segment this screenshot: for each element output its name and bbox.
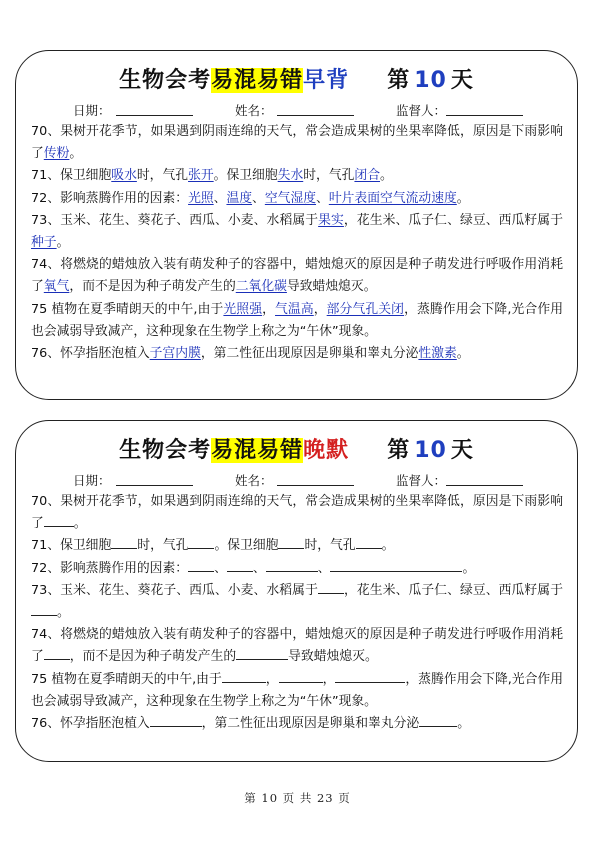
question-text: ，而不是因为种子萌发产生的: [69, 279, 236, 295]
question-text: 73、玉米、花生、葵花子、西瓜、小麦、水稻属于: [31, 582, 318, 598]
answer: 部分气孔关闭: [326, 301, 405, 317]
answer: 吸水: [111, 168, 137, 184]
question-text: 72、影响蒸腾作用的因素：: [31, 190, 189, 206]
question-73: [31, 210, 563, 254]
meta-row: [16, 471, 577, 489]
answer: 温度: [226, 190, 253, 206]
question-text: 时，气孔: [136, 168, 189, 184]
answer-blank[interactable]: [111, 536, 137, 549]
question-71: [31, 535, 563, 557]
question-text: 。: [56, 235, 70, 251]
question-text: 。: [456, 190, 470, 206]
question-text: ，蒸腾作用会下降,光合作用也会减弱导致减产，这种现象在生物学上称之为“午休”现象。: [31, 301, 564, 339]
question-70: [31, 491, 563, 535]
title-prefix: 生物会考: [119, 68, 212, 93]
question-list: [31, 121, 563, 365]
question-text: 时，气孔: [137, 538, 189, 554]
answer-blank[interactable]: [150, 714, 202, 727]
separator: 、: [317, 560, 331, 576]
title-prefix: 生物会考: [119, 438, 212, 463]
answer-blank[interactable]: [278, 536, 304, 549]
supervisor-field[interactable]: [446, 485, 523, 486]
supervisor-label: 监督人：: [396, 103, 447, 118]
answer: 叶片表面空气流动速度: [328, 190, 457, 206]
question-text: 74、将燃烧的蜡烛放入装有萌发种子的容器中，蜡烛熄灭的原因是种子萌发进行呼吸作用消耗了: [31, 257, 563, 295]
question-text: 。: [73, 516, 87, 532]
question-text: 。: [380, 168, 393, 184]
question-text: 70、果树开花季节，如果遇到阴雨连绵的天气，常会造成果树的坐果率降低，原因是下雨影响了: [31, 494, 563, 532]
page-number: 第 10 页 共 23 页: [244, 791, 351, 805]
answer: 光照: [188, 190, 214, 206]
question-73: [31, 580, 563, 624]
name-field[interactable]: [277, 485, 354, 486]
name-field[interactable]: [277, 115, 354, 116]
separator: ，: [262, 301, 276, 317]
question-text: ，第二性征出现原因是卵巢和睾丸分泌: [200, 346, 419, 362]
date-field[interactable]: [116, 115, 193, 116]
answer-blank[interactable]: [318, 581, 344, 594]
name-label: 姓名：: [235, 473, 273, 488]
question-text: 。: [456, 346, 470, 362]
question-text: 75 植物在夏季晴朗天的中午,由于: [31, 301, 224, 317]
day-number: 10: [414, 438, 447, 463]
question-text: ，花生米、瓜子仁、绿豆、西瓜籽属于: [343, 582, 563, 598]
answer-blank[interactable]: [188, 559, 214, 572]
question-text: 。: [57, 605, 70, 621]
answer: 二氧化碳: [235, 279, 287, 295]
answer: 氧气: [43, 279, 70, 295]
meta-row: [16, 101, 577, 119]
name-label: 姓名：: [235, 103, 273, 118]
answer-blank[interactable]: [335, 670, 405, 683]
question-text: 导致蜡烛熄灭。: [288, 649, 378, 665]
question-text: 导致蜡烛熄灭。: [286, 279, 377, 295]
answer: 果实: [318, 212, 344, 228]
title-highlight: 易混易错: [211, 68, 304, 93]
question-text: 时，气孔: [303, 168, 355, 184]
question-text: 72、影响蒸腾作用的因素：: [31, 560, 189, 576]
question-text: 75 植物在夏季晴朗天的中午,由于: [31, 671, 222, 687]
question-75: [31, 299, 563, 343]
question-text: 。: [462, 560, 476, 576]
question-text: 。: [381, 538, 395, 554]
answer: 空气湿度: [264, 190, 317, 206]
date-field[interactable]: [116, 485, 193, 486]
supervisor-field[interactable]: [446, 115, 523, 116]
question-text: ，蒸腾作用会下降,光合作用也会减弱导致减产，这种现象在生物学上称之为“午休”现象。: [31, 671, 564, 709]
answer-blank[interactable]: [419, 714, 457, 727]
answer: 子宫内膜: [149, 346, 201, 362]
separator: 、: [316, 190, 329, 206]
answer-blank[interactable]: [31, 603, 57, 616]
day-suffix: 天: [450, 438, 474, 463]
answer: 性激素: [418, 346, 457, 362]
question-text: ，花生米、瓜子仁、绿豆、西瓜籽属于: [343, 212, 563, 228]
morning-recite-card: [15, 50, 578, 400]
separator: 、: [252, 190, 265, 206]
day-suffix: 天: [450, 68, 474, 93]
question-text: 73、玉米、花生、葵花子、西瓜、小麦、水稻属于: [31, 212, 319, 228]
question-text: 76、怀孕指胚泡植入: [31, 716, 150, 732]
answer: 传粉: [43, 146, 70, 162]
answer: 气温高: [275, 301, 314, 317]
question-72: [31, 188, 563, 210]
title-mode: 早背: [303, 68, 350, 93]
separator: ，: [322, 671, 336, 687]
answer: 种子: [31, 235, 57, 251]
answer-blank[interactable]: [188, 536, 214, 549]
day-prefix: 第: [387, 68, 411, 93]
evening-dictation-card: [15, 420, 578, 762]
question-70: [31, 121, 563, 165]
separator: 、: [214, 560, 227, 576]
answer-blank[interactable]: [44, 647, 70, 660]
question-text: 时，气孔: [304, 538, 356, 554]
day-number: 10: [414, 68, 447, 93]
answer-blank[interactable]: [356, 536, 382, 549]
question-text: 。: [69, 146, 83, 162]
date-label: 日期：: [73, 103, 111, 118]
answer-blank[interactable]: [227, 559, 253, 572]
supervisor-label: 监督人：: [396, 473, 447, 488]
separator: 、: [213, 190, 227, 206]
question-72: [31, 558, 563, 580]
question-76: [31, 343, 563, 365]
date-label: 日期：: [73, 473, 111, 488]
question-list: [31, 491, 563, 735]
question-text: 71、保卫细胞: [31, 168, 112, 184]
answer-blank[interactable]: [236, 647, 288, 660]
question-text: 。: [457, 716, 471, 732]
question-text: 。保卫细胞: [213, 168, 278, 184]
day-prefix: 第: [387, 438, 411, 463]
question-text: 74、将燃烧的蜡烛放入装有萌发种子的容器中，蜡烛熄灭的原因是种子萌发进行呼吸作用消耗了: [31, 627, 563, 665]
answer-blank[interactable]: [44, 514, 74, 527]
answer: 失水: [277, 168, 304, 184]
answer-blank[interactable]: [330, 559, 462, 572]
question-71: [31, 165, 563, 187]
card-title: [16, 63, 577, 94]
separator: ，: [265, 671, 279, 687]
answer: 闭合: [354, 168, 381, 184]
question-75: [31, 669, 563, 713]
question-text: ，第二性征出现原因是卵巢和睾丸分泌: [201, 716, 420, 732]
question-74: [31, 254, 563, 298]
answer-blank[interactable]: [222, 670, 266, 683]
answer-blank[interactable]: [279, 670, 323, 683]
question-text: 71、保卫细胞: [31, 538, 112, 554]
title-mode: 晚默: [303, 438, 350, 463]
question-text: 70、果树开花季节，如果遇到阴雨连绵的天气，常会造成果树的坐果率降低，原因是下雨影响了: [31, 124, 563, 162]
card-title: [16, 433, 577, 464]
separator: 、: [252, 560, 266, 576]
answer: 张开: [188, 168, 214, 184]
separator: ，: [313, 301, 327, 317]
title-highlight: 易混易错: [211, 438, 304, 463]
question-text: 。保卫细胞: [214, 538, 279, 554]
question-74: [31, 624, 563, 668]
question-text: 76、怀孕指胚泡植入: [31, 346, 150, 362]
answer-blank[interactable]: [266, 559, 318, 572]
answer: 光照强: [223, 301, 263, 317]
question-76: [31, 713, 563, 735]
question-text: ，而不是因为种子萌发产生的: [69, 649, 237, 665]
